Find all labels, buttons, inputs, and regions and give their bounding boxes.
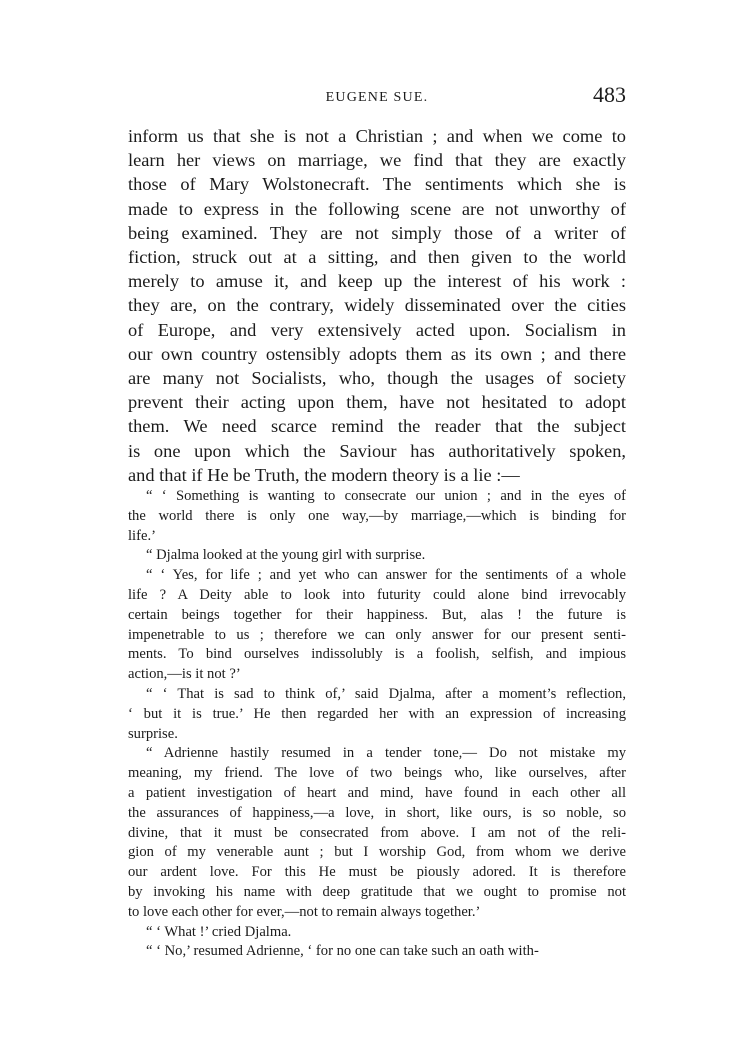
quote-line: “ ‘ Yes, for life ; and yet who can answer for the sentiments of a whole [146, 567, 626, 584]
quote-line: “ ‘ No,’ resumed Adrienne, ‘ for no one can take such an oath with- [146, 943, 539, 960]
body-line: learn her views on marriage, we find that they are exactly [128, 150, 626, 171]
quote-line: life.’ [128, 527, 156, 544]
quote-line: “ Adrienne hastily resumed in a tender tone,— Do not mistake my [146, 745, 626, 762]
body-line: prevent their acting upon them, have not hesitated to adopt [128, 392, 626, 413]
quote-paragraph [128, 923, 626, 943]
quote-paragraph [128, 685, 626, 744]
quote-line: the assurances of happiness,—a love, in short, like ours, is so noble, so [128, 804, 626, 821]
quote-line: meaning, my friend. The love of two beings who, like ourselves, after [128, 765, 626, 782]
quote-line: “ ‘ That is sad to think of,’ said Djalma, after a moment’s reflection, [146, 685, 626, 702]
quoted-passage [128, 487, 626, 962]
quote-line: divine, that it must be consecrated from above. I am not of the reli- [128, 824, 626, 841]
body-line: they are, on the contrary, widely disseminated over the cities [128, 295, 626, 316]
body-line: those of Mary Wolstonecraft. The sentiments which she is [128, 174, 626, 195]
page-header [128, 82, 626, 112]
body-line: being examined. They are not simply those of a writer of [128, 222, 626, 243]
quote-line: by invoking his name with deep gratitude that we ought to promise not [128, 883, 626, 900]
quote-paragraph [128, 546, 626, 566]
quote-line: ments. To bind ourselves indissolubly is a foolish, selfish, and impious [128, 646, 626, 663]
body-paragraph [128, 124, 626, 487]
running-head: EUGENE SUE. [325, 90, 429, 105]
body-line: our own country ostensibly adopts them as its own ; and there [128, 343, 626, 364]
quote-line: impenetrable to us ; therefore we can only answer for our present senti- [128, 626, 626, 643]
quote-line: surprise. [128, 725, 178, 742]
page-number: 483 [593, 82, 626, 107]
quote-line: “ Djalma looked at the young girl with surprise. [146, 547, 426, 564]
quote-line: a patient investigation of heart and mind, have found in each other all [128, 784, 626, 801]
quote-line: “ ‘ What !’ cried Djalma. [146, 923, 292, 940]
quote-line: gion of my venerable aunt ; but I worship God, from whom we derive [128, 844, 626, 861]
quote-line: action,—is it not ?’ [128, 666, 241, 683]
body-line: made to express in the following scene are not unworthy of [128, 198, 626, 219]
quote-line: to love each other for ever,—not to remain always together.’ [128, 903, 481, 920]
quote-paragraph [128, 566, 626, 685]
quote-line: “ ‘ Something is wanting to consecrate our union ; and in the eyes of [146, 488, 626, 504]
quote-line: certain beings together for their happiness. But, alas ! the future is [128, 606, 626, 623]
body-line: and that if He be Truth, the modern theory is a lie :— [128, 464, 520, 485]
body-line: them. We need scarce remind the reader that the subject [128, 416, 626, 437]
quote-paragraph [128, 487, 626, 546]
body-line: are many not Socialists, who, though the usages of society [128, 368, 626, 389]
quote-line: our ardent love. For this He must be piously adored. It is therefore [128, 864, 626, 881]
quote-paragraph [128, 942, 626, 962]
quote-paragraph [128, 744, 626, 922]
body-line: inform us that she is not a Christian ; and when we come to [128, 126, 626, 146]
quote-line: ‘ but it is true.’ He then regarded her with an expression of increasing [128, 705, 626, 722]
body-line: of Europe, and very extensively acted upon. Socialism in [128, 319, 626, 340]
body-line: fiction, struck out at a sitting, and then given to the world [128, 247, 626, 268]
quote-line: the world there is only one way,—by marriage,—which is binding for [128, 507, 626, 524]
body-line: merely to amuse it, and keep up the interest of his work : [128, 271, 626, 292]
body-line: is one upon which the Saviour has authoritatively spoken, [128, 440, 626, 461]
quote-line: life ? A Deity able to look into futurity could alone bind irrevocably [128, 586, 626, 603]
